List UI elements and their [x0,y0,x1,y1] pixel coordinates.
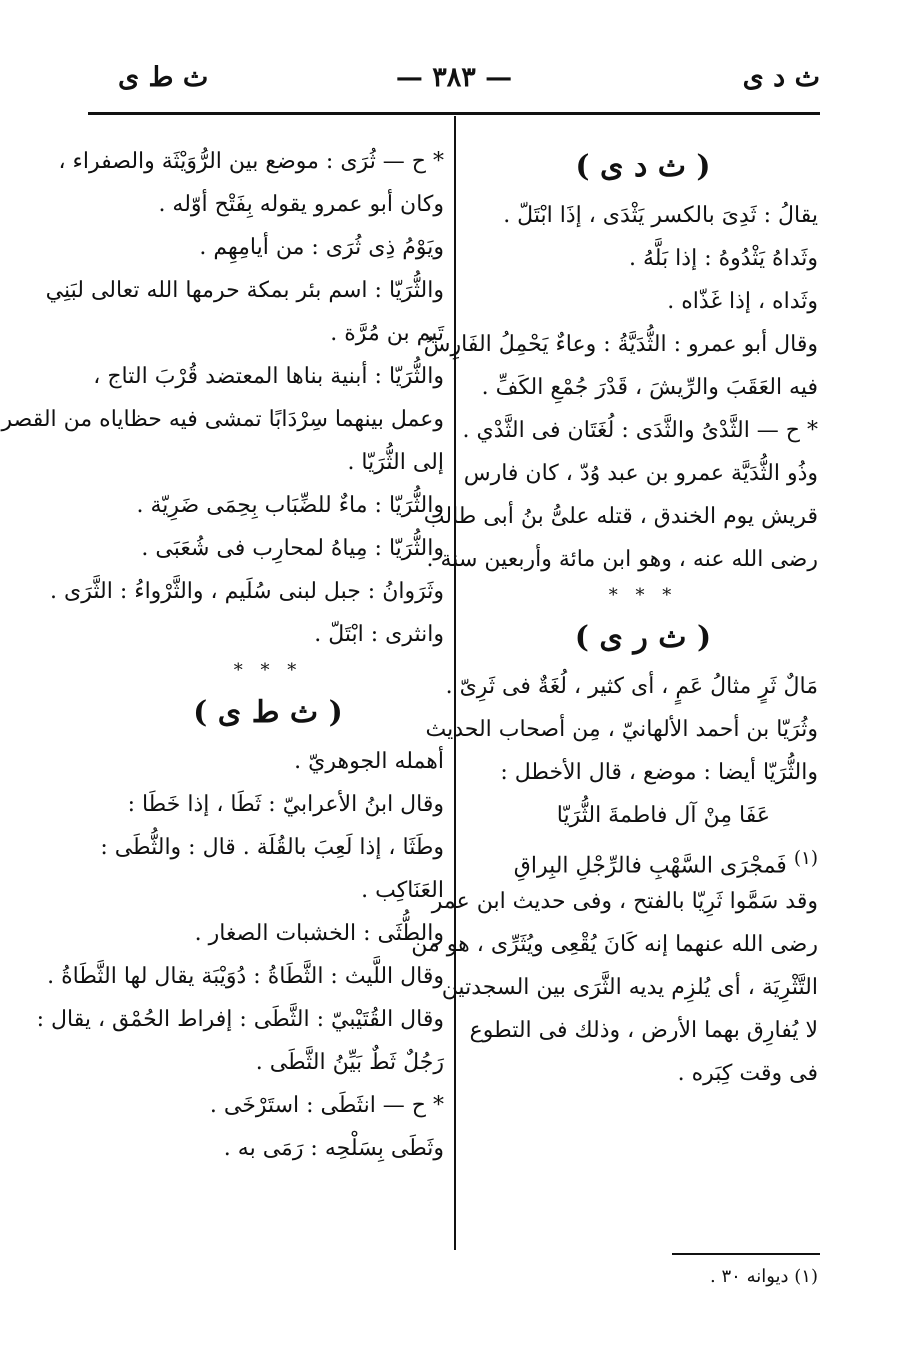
section-separator: * * * [233,660,303,681]
text-line: إلى الثُّرَيّا . [347,450,444,475]
text-line: وقال ابنُ الأعرابيّ : ثَطَا ، إذا خَطَا : [127,792,444,817]
text-line: أهمله الجوهريّ . [294,749,444,774]
text-line: والثُّرَيّا : اسم بئر بمكة حرمها الله تعالى لبَنِي [45,278,444,303]
page-header [88,62,820,110]
entry-heading-thdy: ( ث د ى ) [575,149,711,184]
text-line: والطُّثَى : الخشبات الصغار . [194,921,444,946]
text-line: مَالٌ ثَرٍ مثالُ عَمٍ ، أى كثير ، لُغَةٌ فى ثَرِىّ . [445,674,818,699]
text-line: رضى الله عنه ، وهو ابن مائة وأربعين سنة . [426,547,818,572]
text-line: رَجُلٌ ثَطٌ بَيِّنُ الثَّطَى . [255,1050,444,1075]
text-line: وقال أبو عمرو : الثُّدَيَّةُ : وعاءٌ يَحْمِلُ الفَارِسُ [423,332,818,357]
right-column [411,140,818,1095]
text-line: يقالُ : ثَدِىَ بالكسر يَثْدَى ، إذَا ابْتَلّ . [503,203,818,228]
text-line: وقال القُتَيْبيّ : الثَّطَى : إفراط الحُمْق ، يقال : [36,1007,444,1032]
verse-text: فَمجْرَى السَّهْبِ فالرِّجْلِ البِراقِ [513,853,787,879]
left-column [1,140,444,1170]
text-line: العَنَاكِب . [361,878,444,903]
text-line: والثُّرَيّا : ماءٌ للضِّبَاب بِحِمَى ضَرِيّة . [136,493,444,518]
text-line: وثَرَوانُ : جبل لبنى سُلَيم ، والثَّرْواءُ : الثَّرَى . [50,579,444,604]
header-root-left: ث ط ى [118,62,209,93]
footnote-marker: (١) [793,848,818,869]
text-line: التَّثْرِيَة ، أى يُلزِم يديه الثَّرَى بين السجدتين [441,975,818,1000]
text-line: قريش يوم الخندق ، قتله علىُّ بنُ أبى طالب [423,504,818,529]
header-rule [88,112,820,115]
text-line: وقد سَمَّوا ثَرِيّا بالفتح ، وفى حديث ابن عمر [431,889,818,914]
text-line: لا يُفارِق بهما الأرض ، وذلك فى التطوع [469,1018,818,1043]
text-line: وطَثَا ، إذا لَعِبَ بالقُلَة . قال : والثُّطَى : [100,835,444,860]
text-line: وثُرَيّا بن أحمد الألهانيّ ، مِن أصحاب الحديث [425,717,818,742]
text-line: ويَوْمُ ذِى ثُرَى : من أيامِهِم . [199,235,444,260]
footnote-rule [672,1253,820,1255]
text-line: فيه العَقَبَ والرِّيشَ ، قَدْرَ جُمْعِ الكَفِّ . [481,375,818,400]
text-line: رضى الله عنهما إنه كَانَ يُقْعِى ويُثَرِّى ، هو من [411,932,818,957]
text-line: وقال اللَّيث : الثَّطَاةُ : دُوَيْبَة يقال لها الثَّطَاةُ . [47,964,444,989]
section-separator: * * * [608,585,678,606]
page-number: — ٣٨٣ — [395,62,513,93]
text-line: وثَطَى بِسَلْحِه : رَمَى به . [223,1136,444,1161]
header-root-right: ث د ى [742,62,820,93]
text-line: تَيم بن مُرَّة . [330,321,444,346]
text-line: * ح — ثُرَى : موضع بين الرُّوَيْثَة والصفراء ، [58,149,444,174]
entry-heading-thry: ( ث ر ى ) [574,620,712,655]
text-line: * ح — انثَطَى : استَرْخَى . [209,1093,444,1118]
footnote: (١) ديوانه ٣٠ . [710,1266,818,1287]
text-line: وثَداهُ يَثْدُوهُ : إذا بَلَّهُ . [629,246,818,271]
text-line: والثُّرَيّا : مِياهُ لمحارِب فى شُعَبَى . [141,536,444,561]
entry-heading-thty: ( ث ط ى ) [193,695,343,730]
text-line: وذُو الثُّدَيَّة عمرو بن عبد وُدّ ، كان فارس [463,461,818,486]
text-line: والثُّرَيّا : أبنية بناها المعتضد قُرْبَ التاج ، [93,364,444,389]
verse-line: عَفَا مِنْ آل فاطمةَ الثُّرَيّا [556,803,770,828]
verse-line [468,837,818,880]
text-line: وعمل بينهما سِرْدَابًا تمشى فيه حظاياه من القصر [1,407,444,432]
text-line: وكان أبو عمرو يقوله بِفَتْح أوّله . [158,192,444,217]
text-line: وانثرى : ابْتَلّ . [314,622,444,647]
text-line: * ح — الثَّدْىُ والثَّدَى : لُغَتَان فى الثَّدْي . [462,418,818,443]
text-line: فى وقت كِبَره . [677,1061,818,1086]
text-line: وثَداه ، إذا غَذّاه . [667,289,818,314]
text-line: والثُّرَيّا أيضا : موضع ، قال الأخطل : [500,760,818,785]
